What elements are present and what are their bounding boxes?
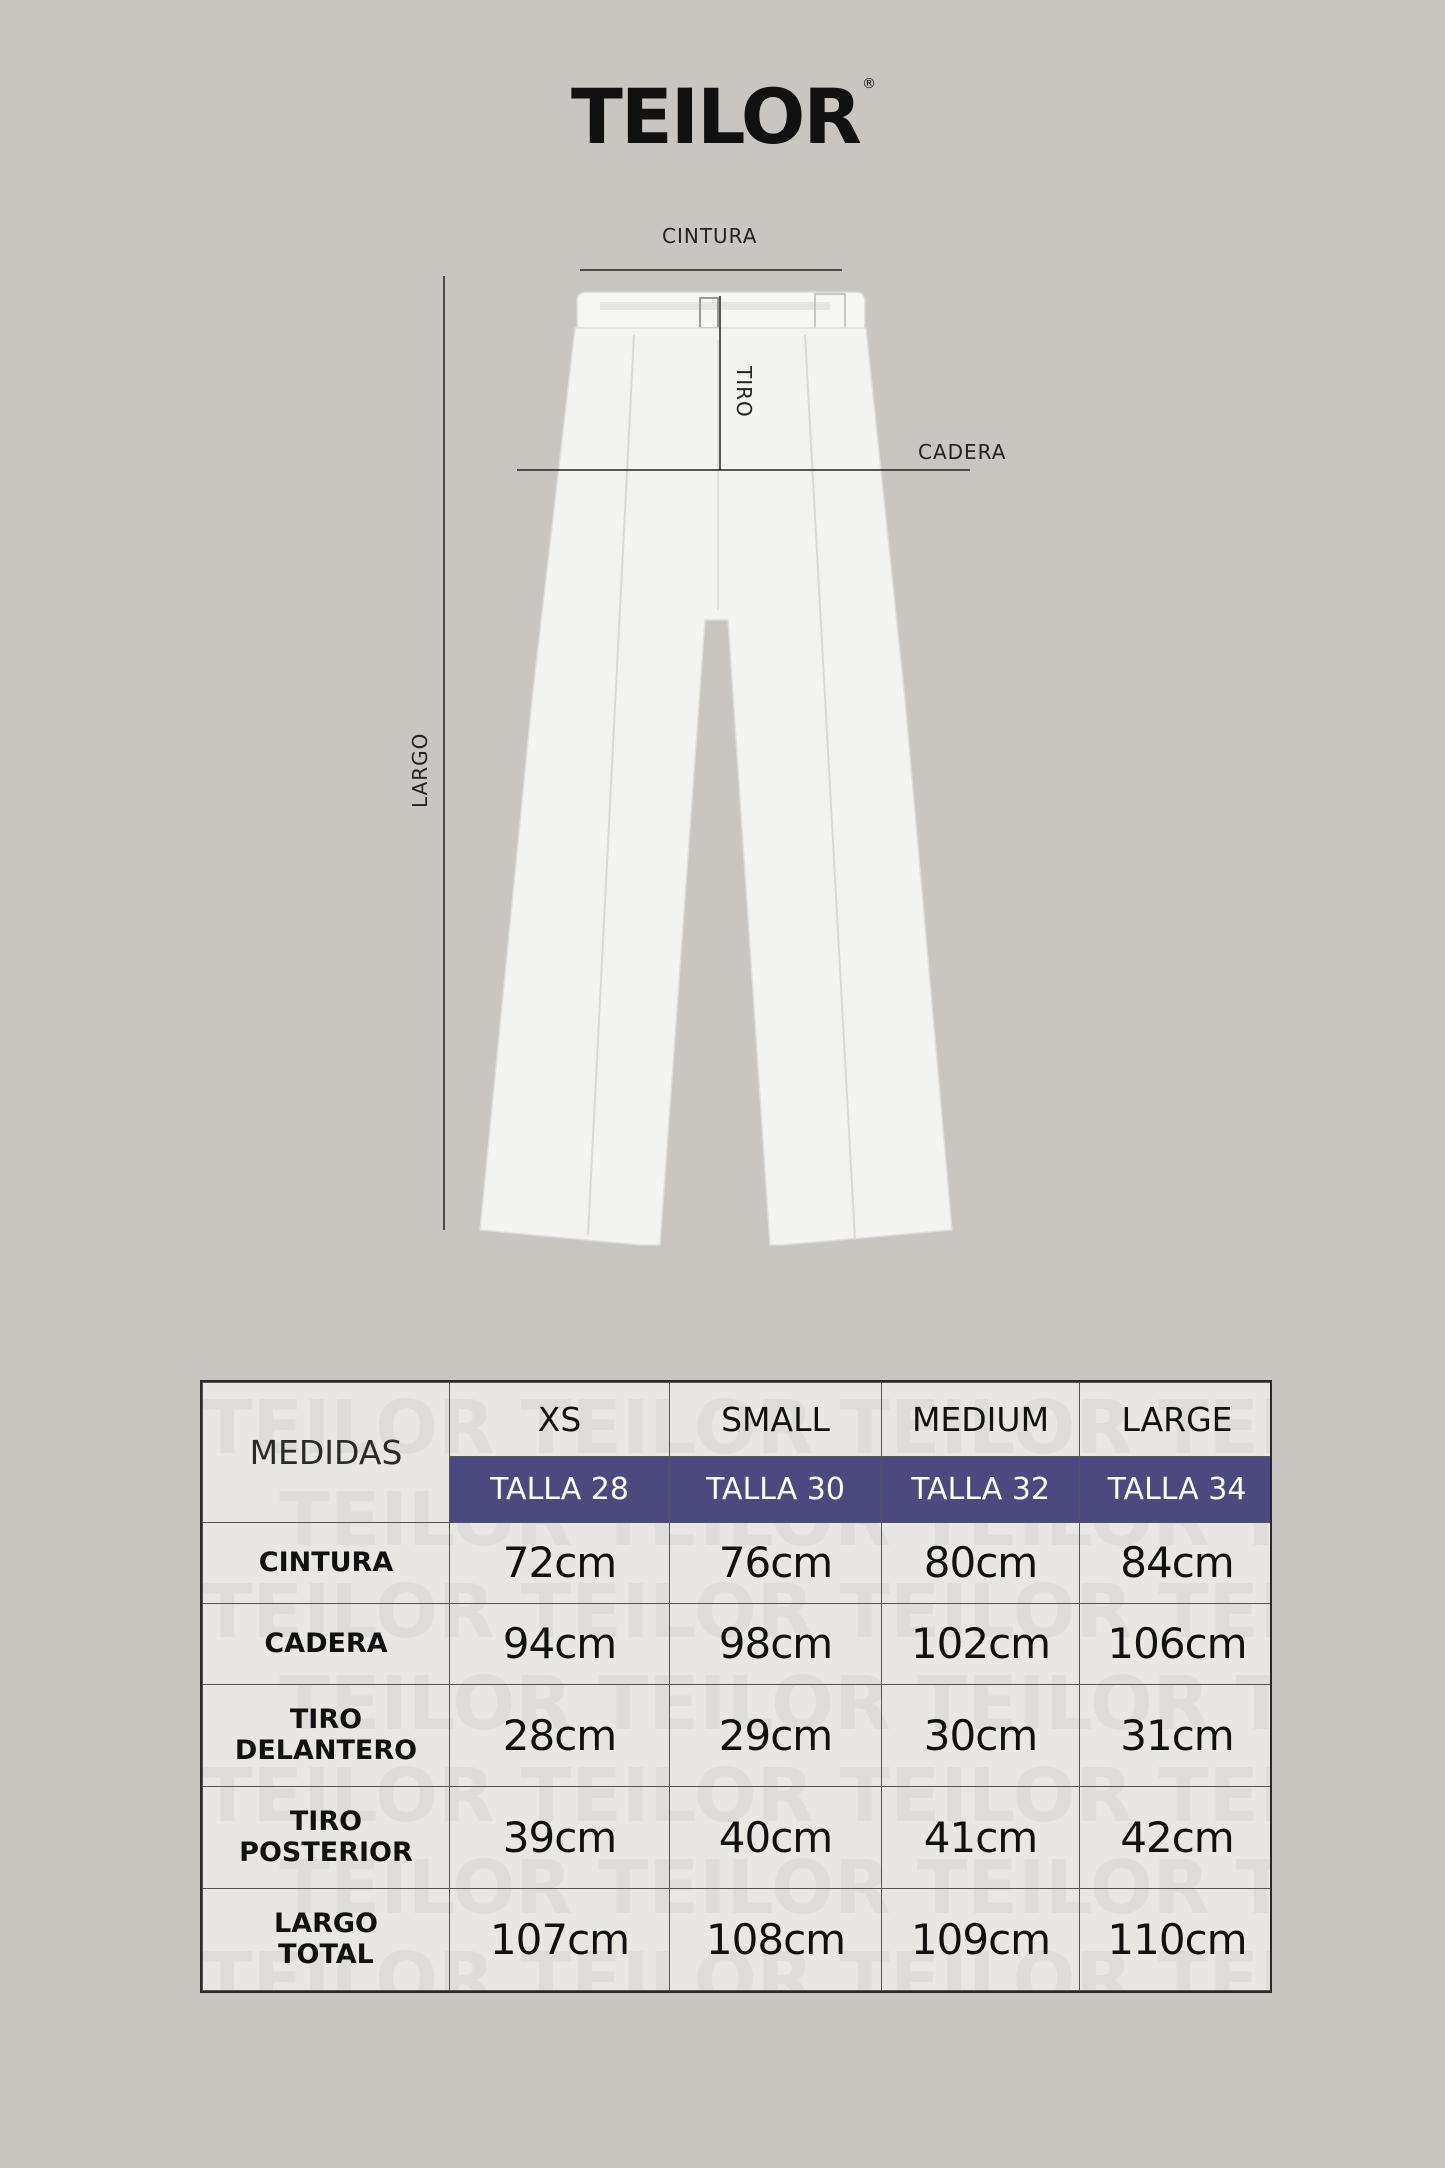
hip-label: CADERA [918,440,1007,464]
medidas-header: MEDIDAS [203,1383,450,1523]
row-label-tiro-posterior [203,1786,450,1888]
pants-illustration [480,292,952,1245]
size-header-large: LARGE [1080,1383,1273,1457]
row-label-line: TIRO [289,1704,363,1736]
table-row [203,1888,1273,1990]
value-cell: 109cm [882,1888,1080,1990]
row-label-line: TIRO [289,1806,363,1838]
table-row [203,1786,1273,1888]
row-label-line: CINTURA [258,1547,394,1579]
table-row [203,1603,1273,1684]
size-chart [200,1380,1272,1993]
brand-logo-text: TEILOR [571,72,860,161]
talla-header-28: TALLA 28 [450,1457,670,1523]
value-cell: 42cm [1080,1786,1273,1888]
waist-label: CINTURA [662,224,758,248]
value-cell: 76cm [670,1523,882,1604]
talla-header-32: TALLA 32 [882,1457,1080,1523]
size-header-medium: MEDIUM [882,1383,1080,1457]
registered-mark: ® [861,76,874,92]
value-cell: 29cm [670,1684,882,1786]
row-label-cintura [203,1523,450,1604]
value-cell: 39cm [450,1786,670,1888]
value-cell: 106cm [1080,1603,1273,1684]
table-row [203,1684,1273,1786]
row-label-line: DELANTERO [234,1735,418,1767]
row-label-line: LARGO [273,1908,378,1940]
value-cell: 72cm [450,1523,670,1604]
value-cell: 31cm [1080,1684,1273,1786]
size-table [202,1382,1272,1991]
value-cell: 98cm [670,1603,882,1684]
length-label: LARGO [408,732,432,808]
value-cell: 80cm [882,1523,1080,1604]
row-label-line: POSTERIOR [239,1837,413,1869]
value-cell: 107cm [450,1888,670,1990]
value-cell: 40cm [670,1786,882,1888]
value-cell: 84cm [1080,1523,1273,1604]
row-label-largo-total [203,1888,450,1990]
value-cell: 108cm [670,1888,882,1990]
size-header-small: SMALL [670,1383,882,1457]
talla-header-30: TALLA 30 [670,1457,882,1523]
talla-header-34: TALLA 34 [1080,1457,1273,1523]
value-cell: 102cm [882,1603,1080,1684]
value-cell: 110cm [1080,1888,1273,1990]
value-cell: 28cm [450,1684,670,1786]
value-cell: 30cm [882,1684,1080,1786]
row-label-line: TOTAL [278,1939,374,1971]
row-label-line: CADERA [264,1628,388,1660]
value-cell: 41cm [882,1786,1080,1888]
rise-label: TIRO [732,366,756,418]
value-cell: 94cm [450,1603,670,1684]
row-label-tiro-delantero [203,1684,450,1786]
row-label-cadera [203,1603,450,1684]
size-header-xs: XS [450,1383,670,1457]
table-row [203,1523,1273,1604]
